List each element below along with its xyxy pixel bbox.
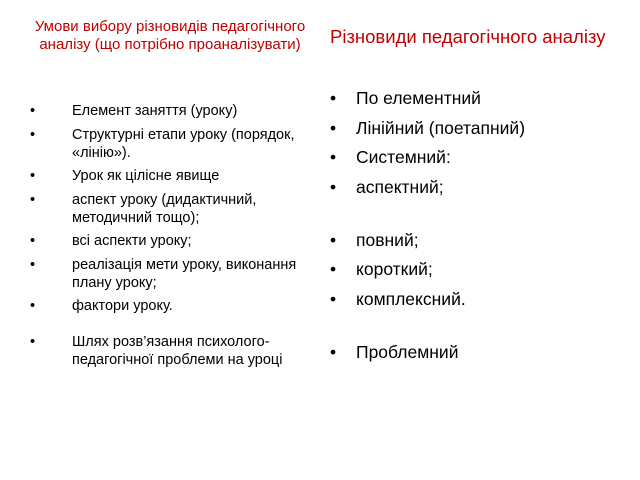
conditions-heading: Умови вибору різновидів педагогічного аналізу (що потрібно проаналізувати) [34,18,306,53]
list-item-text: комплексний. [356,288,466,309]
list-item-text: Проблемний [356,341,459,362]
bullet-icon: • [30,168,36,184]
bullet-icon: • [30,334,36,350]
bullet-icon: • [30,298,36,314]
list-item [30,333,320,369]
list-item [30,232,320,250]
list-item [30,102,320,120]
list-item [330,175,630,199]
list-item-text: Урок як цілісне явище [72,168,220,184]
list-item-text: аспект уроку (дидактичний, методичний тощо); [72,191,257,226]
list-item [330,340,630,364]
list-item-text: повний; [356,229,419,250]
bullet-icon: • [30,256,36,273]
list-item [330,228,630,252]
list-item [330,86,630,110]
list-item [30,256,320,292]
bullet-icon: • [330,88,337,108]
analysis-types-heading: Різновиди педагогічного аналізу [330,26,606,47]
list-item [330,287,630,311]
list-item-text: короткий; [356,259,433,279]
bullet-icon: • [30,126,36,143]
list-item-text: Елемент заняття (уроку) [72,103,238,119]
bullet-icon: • [330,229,337,250]
bullet-icon: • [330,259,337,279]
list-item [330,145,630,169]
list-item [30,167,320,185]
list-item-text: Системний: [356,147,451,167]
list-item-text: всі аспекти уроку; [72,233,192,249]
list-item-text: Лінійний (поетапний) [356,117,526,138]
conditions-list [30,102,320,375]
list-item [30,191,320,227]
list-item-text: аспектний; [356,176,444,197]
bullet-icon: • [330,288,337,309]
list-item-text: фактори уроку. [72,298,173,314]
list-item [330,257,630,281]
list-item-text: По елементний [356,88,481,108]
list-item-text: реалізація мети уроку, виконання плану уроку; [72,256,297,291]
analysis-types-list [330,86,630,369]
list-item [330,116,630,140]
bullet-icon: • [330,117,337,138]
list-item [30,297,320,315]
bullet-icon: • [330,341,337,362]
bullet-icon: • [330,147,337,167]
bullet-icon: • [30,103,36,119]
bullet-icon: • [30,233,36,249]
list-item-text: Структурні етапи уроку (порядок, «лінію»). [72,126,295,161]
bullet-icon: • [30,191,36,208]
bullet-icon: • [330,176,337,197]
list-item [30,126,320,162]
list-item-text: Шлях розв’язання психолого-педагогічної проблеми на уроці [72,334,283,368]
